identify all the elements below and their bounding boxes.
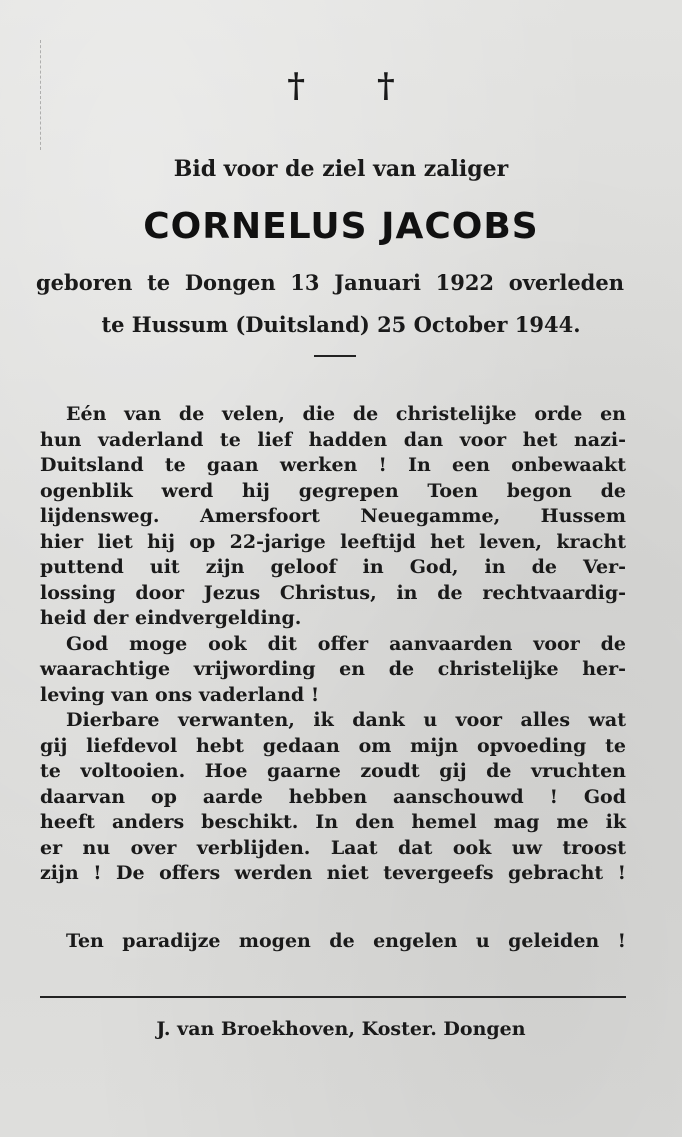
short-divider [314,355,356,357]
text-line: waarachtige vrijwording en de christelijke her- [40,658,626,680]
text-line: gij liefdevol hebt gedaan om mijn opvoeding te [40,734,626,757]
text-line: Dierbare verwanten, ik dank u voor alles wat [66,709,626,731]
text-line: puttend uit zijn geloof in God, in de Ver- [40,556,626,578]
text-line: lijdensweg. Amersfoort Neuegamme, Hussem [40,505,626,527]
text-line: heeft anders beschikt. In den hemel mag me ik [40,811,626,833]
text-line: hier liet hij op 22-jarige leeftijd het leven, kracht [40,530,626,553]
text-line: Duitsland te gaan werken ! In een onbewaakt [40,454,626,476]
text-line: te voltooien. Hoe gaarne zoudt gij de vruchten [40,760,626,782]
birth-line: geboren te Dongen 13 Januari 1922 overleden [36,270,624,295]
closing-prayer: Ten paradijze mogen de engelen u geleiden ! [66,930,626,952]
bottom-divider [40,996,626,998]
text-line: lossing door Jezus Christus, in de rechtvaardig- [40,581,626,604]
text-line: er nu over verblijden. Laat dat ook uw troost [40,836,626,859]
text-line: God moge ook dit offer aanvaarden voor de [66,632,626,655]
text-line: daarvan op aarde hebben aanschouwd ! God [40,785,626,808]
death-line: te Hussum (Duitsland) 25 October 1944. [101,312,581,337]
memorial-text [40,402,626,887]
text-line: hun vaderland te lief hadden dan voor het nazi- [40,428,626,451]
text-line: ogenblik werd hij gegrepen Toen begon de [40,479,626,502]
text-line: leving van ons vaderland ! [40,683,320,706]
cross-icon-left: † [287,66,305,106]
text-line: heid der eindvergelding. [40,607,302,629]
printer-imprint: J. van Broekhoven, Koster. Dongen [156,1018,526,1040]
cross-icon-right: † [377,66,395,106]
text-line: Eén van de velen, die de christelijke orde en [66,403,626,425]
deceased-name: CORNELUS JACOBS [143,206,539,247]
prayer-line: Bid voor de ziel van zaliger [173,156,509,182]
crosses [0,66,682,106]
text-line: zijn ! De offers werden niet tevergeefs gebracht ! [40,862,626,884]
